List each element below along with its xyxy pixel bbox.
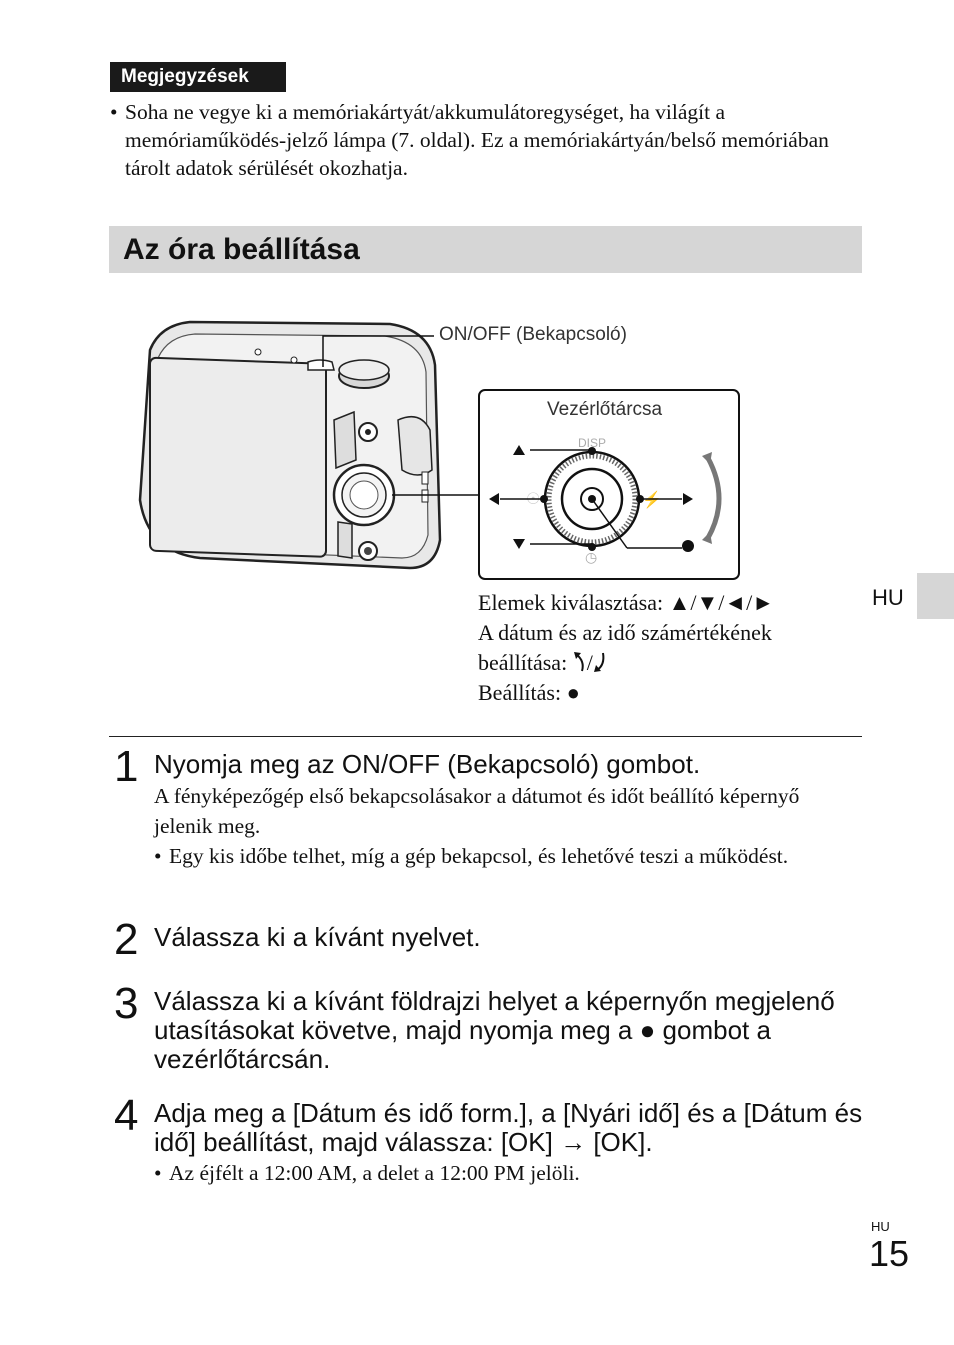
note-text: Soha ne vegye ki a memóriakártyát/akkumulátoregységet, ha világít a memóriaműködés-jelző lámpa (7. oldal). Ez a memóriakártyán/belső memóriában tárolt adatok sérülését okozhatja.	[125, 100, 829, 180]
camera-diagram	[130, 310, 750, 590]
step-heading: Adja meg a [Dátum és idő form.], a [Nyári idő] és a [Dátum és idő] beállítást, majd válassza: [OK] → [OK].	[154, 1098, 863, 1157]
step-body: A fényképezőgép első bekapcsolásakor a dátumot és időt beállító képernyő jelenik meg.	[154, 784, 800, 838]
legend-confirm: Beállítás: ●	[478, 680, 580, 705]
ok-button-icon: ●	[566, 680, 580, 705]
step-number: 4	[114, 1091, 139, 1140]
disp-label: DISP	[578, 436, 607, 450]
dial-callout-label: Vezérlőtárcsa	[547, 399, 663, 420]
step-heading: Nyomja meg az ON/OFF (Bekapcsoló) gombot.	[154, 749, 701, 779]
section-title: Az óra beállítása	[123, 233, 360, 266]
svg-text:◷: ◷	[585, 549, 598, 565]
rotate-ccw-icon	[573, 651, 587, 673]
step-heading: Válassza ki a kívánt földrajzi helyet a képernyőn megjelenő utasításokat követve, majd nyomja meg a ● gombot a vezérlőtárcsán.	[154, 986, 835, 1074]
step-heading: Válassza ki a kívánt nyelvet.	[154, 922, 481, 952]
side-language-tab	[917, 573, 954, 619]
step-number: 3	[114, 979, 139, 1028]
step-bullet: • Egy kis időbe telhet, míg a gép bekapcsol, és lehetővé teszi a működést.	[154, 841, 854, 871]
note-item	[110, 98, 830, 182]
onoff-callout-label: ON/OFF (Bekapcsoló)	[439, 324, 627, 345]
ok-button-icon: ●	[639, 1015, 656, 1045]
legend-set-values: A dátum és az idő számértékének	[478, 620, 772, 645]
rotate-cw-icon	[593, 651, 607, 673]
step-bullet: • Az éjfélt a 12:00 AM, a delet a 12:00 PM jelöli.	[154, 1158, 854, 1188]
bullet-dot: •	[154, 844, 162, 868]
section-header	[109, 226, 862, 273]
svg-text:☉: ☉	[526, 491, 541, 508]
step-number: 1	[114, 742, 139, 791]
dial-legend	[478, 588, 858, 708]
page-number: 15	[869, 1233, 910, 1274]
legend-set-values-cont: beállítása: /	[478, 648, 858, 678]
legend-select-items: Elemek kiválasztása: ▲/▼/◄/►	[478, 590, 775, 615]
footer-language-code: HU	[871, 1219, 890, 1234]
step-number: 2	[114, 915, 139, 964]
side-language-label: HU	[872, 585, 904, 610]
bullet-dot: •	[154, 1161, 162, 1185]
arrow-right-icon: →	[560, 1127, 587, 1157]
svg-text:⚡: ⚡	[642, 492, 662, 509]
notes-badge: Megjegyzések	[110, 62, 286, 92]
section-divider	[109, 736, 862, 737]
bullet-dot: •	[110, 100, 118, 124]
camera-body-illustration	[140, 322, 440, 568]
